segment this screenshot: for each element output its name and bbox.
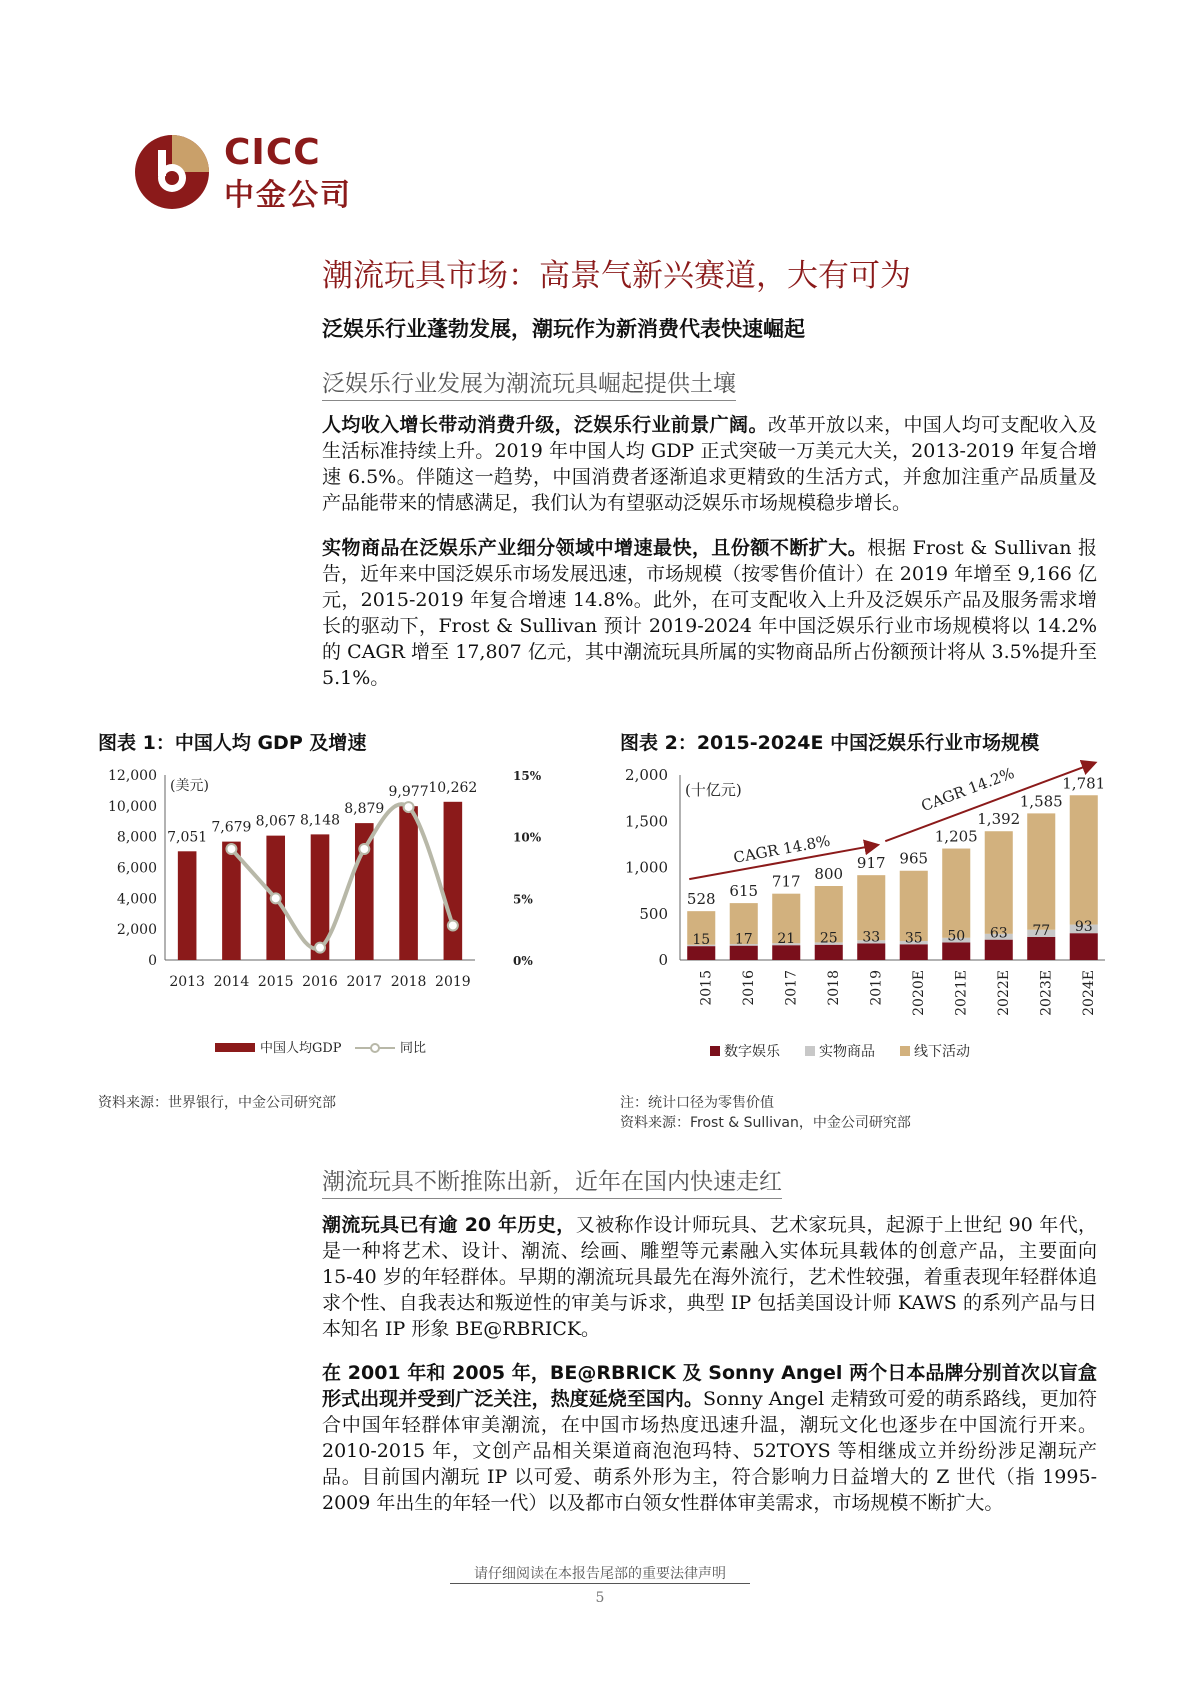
digital-segment [857, 943, 885, 960]
paragraph-2-body: 根据 Frost & Sullivan 报告，近年来中国泛娱乐市场发展迅速，市场规模（按零售价值计）在 2019 年增至 9,166 亿元，2015-2019 年复合增速 14.8%。此外，在可支配收入上升及泛娱乐产品及服务需求增长的驱动下，Frost & Sullivan 预计 2019-2024 年中国泛娱乐行业市场规模将以 14.2%的 CAGR 增至 17,807 亿元，其中潮流玩具所属的实物商品所占份额预计将从 3.5%提升至 5.1%。 [322, 537, 1097, 689]
section1-heading: 泛娱乐行业发展为潮流玩具崛起提供土壤 [322, 365, 736, 401]
paragraph-1-lead: 人均收入增长带动消费升级，泛娱乐行业前景广阔。 [322, 414, 768, 436]
logo-text-cn: 中金公司 [224, 178, 352, 213]
digital-segment [1027, 937, 1055, 960]
offline-segment [1070, 795, 1098, 924]
y-tick-label: 8,000 [116, 829, 157, 846]
figure2-source: 资料来源：Frost & Sullivan，中金公司研究部 [620, 1115, 911, 1131]
y-tick-label: 500 [639, 904, 668, 923]
total-label: 1,392 [977, 810, 1021, 829]
y2-tick-label: 15% [513, 769, 542, 783]
paragraph-3 [322, 1212, 1097, 1342]
goods-label: 35 [904, 930, 923, 947]
paragraph-2 [322, 535, 1097, 691]
y-tick-label: 4,000 [116, 891, 157, 908]
growth-point [315, 943, 325, 953]
x-tick-label: 2019 [435, 974, 471, 990]
x-tick-label: 2017 [783, 970, 800, 1006]
total-label: 1,781 [1062, 774, 1106, 793]
goods-label: 25 [819, 930, 838, 947]
legend-label: 数字娱乐 [724, 1044, 780, 1060]
paragraph-2-lead: 实物商品在泛娱乐产业细分领域中增速最快，且份额不断扩大。 [322, 537, 868, 559]
offline-segment [1027, 813, 1055, 929]
figure1-source: 资料来源：世界银行，中金公司研究部 [98, 1095, 336, 1111]
digital-segment [687, 946, 715, 960]
x-tick-label: 2018 [825, 970, 842, 1006]
paragraph-4 [322, 1360, 1097, 1516]
y2-tick-label: 5% [513, 892, 533, 907]
x-tick-label: 2018 [390, 974, 427, 990]
y-tick-label: 6,000 [116, 860, 157, 877]
x-tick-label: 2015 [698, 970, 715, 1006]
goods-label: 17 [734, 931, 753, 948]
paragraph-1 [322, 412, 1097, 516]
x-tick-label: 2017 [346, 974, 383, 990]
cicc-logo [132, 132, 362, 212]
growth-point [271, 893, 281, 903]
x-tick-label: 2013 [169, 974, 205, 990]
paragraph-4-lead: 在 2001 年和 2005 年，BE@RBRICK 及 Sonny Angel 两个日本品牌分别首次以盲盒形式出现并受到广泛关注，热度延烧至国内。 [322, 1362, 1097, 1410]
x-tick-label: 2022E [995, 970, 1012, 1016]
total-label: 1,585 [1019, 792, 1063, 811]
goods-label: 33 [862, 929, 881, 946]
bar-value-label: 7,679 [211, 819, 252, 836]
y-tick-label: 1,500 [625, 812, 668, 831]
goods-label: 77 [1032, 922, 1051, 939]
x-tick-label: 2023E [1038, 970, 1055, 1016]
paragraph-1-body: 改革开放以来，中国人均可支配收入及生活标准持续上升。2019 年中国人均 GDP 正式突破一万美元大关，2013-2019 年复合增速 6.5%。伴随这一趋势，中国消费者逐渐追求更精致的生活方式，并愈加注重产品质量及产品能带来的情感满足，我们认为有望驱动泛娱乐市场规模稳步增长。 [322, 414, 1097, 514]
cagr-label-1: CAGR 14.8% [732, 831, 832, 867]
legend-swatch [805, 1046, 815, 1056]
goods-label: 50 [947, 928, 966, 945]
bar-value-label: 7,051 [167, 829, 208, 846]
total-label: 917 [856, 854, 886, 873]
bar-value-label: 8,879 [344, 801, 385, 818]
page-number: 5 [595, 1590, 605, 1606]
digital-segment [900, 944, 928, 960]
x-tick-label: 2016 [302, 974, 338, 990]
digital-segment [1070, 933, 1098, 960]
digital-segment [730, 946, 758, 960]
legend-growth-label: 同比 [400, 1041, 427, 1056]
y-tick-label: 0 [148, 953, 157, 969]
growth-point [448, 920, 458, 930]
x-tick-label: 2014 [213, 974, 250, 990]
legend-gdp-label: 中国人均GDP [260, 1041, 342, 1056]
x-tick-label: 2024E [1080, 970, 1097, 1016]
legend-label: 实物商品 [819, 1044, 875, 1060]
legend-growth-marker [371, 1044, 379, 1052]
growth-point [226, 844, 236, 854]
paragraph-3-body: 又被称作设计师玩具、艺术家玩具，起源于上世纪 90 年代，是一种将艺术、设计、潮流、绘画、雕塑等元素融入实体玩具载体的创意产品，主要面向 15-40 岁的年轻群体。早期的潮流玩具最先在海外流行，艺术性较强，着重表现年轻群体追求个性、自我表达和叛逆性的审美与诉求，典型 IP 包括美国设计师 KAWS 的系列产品与日本知名 IP 形象 BE@RBRICK。 [322, 1214, 1098, 1340]
goods-label: 21 [777, 931, 796, 948]
y2-tick-label: 0% [513, 954, 533, 968]
x-tick-label: 2019 [868, 970, 885, 1006]
x-tick-label: 2015 [257, 974, 294, 990]
total-label: 800 [814, 865, 844, 883]
figure2-note: 注：统计口径为零售价值 [620, 1095, 774, 1111]
goods-label: 15 [692, 932, 711, 949]
x-tick-label: 2020E [910, 970, 927, 1016]
growth-point [404, 802, 414, 812]
digital-segment [815, 945, 843, 960]
y2-tick-label: 10% [513, 830, 542, 845]
x-tick-label: 2016 [740, 970, 757, 1006]
logo-text-en: CICC [224, 132, 321, 173]
y-tick-label: 2,000 [625, 766, 668, 784]
figure1-title: 图表 1：中国人均 GDP 及增速 [98, 732, 367, 754]
legend-swatch [710, 1046, 720, 1056]
unit-label: (十亿元) [685, 781, 742, 799]
cicc-logo-icon [132, 132, 212, 212]
paragraph-4-body: Sonny Angel 走精致可爱的萌系路线，更加符合中国年轻群体审美潮流，在中国市场热度迅速升温，潮玩文化也逐步在中国流行开来。2010-2015 年，文创产品相关渠道商泡泡玛特、52TOYS 等相继成立并纷纷涉足潮玩产品。目前国内潮玩 IP 以可爱、萌系外形为主，符合影响力日益增大的 Z 世代（指 1995-2009 年出生的年轻一代）以及都市白领女性群体审美需求，市场规模不断扩大。 [322, 1388, 1097, 1514]
legend-gdp-swatch [215, 1043, 255, 1052]
cagr-label-2: CAGR 14.2% [918, 763, 1017, 816]
y-tick-label: 10,000 [108, 798, 157, 815]
paragraph-3-lead: 潮流玩具已有逾 20 年历史， [322, 1214, 576, 1236]
total-label: 965 [899, 849, 929, 868]
total-label: 717 [771, 872, 801, 891]
page-subtitle: 泛娱乐行业蓬勃发展，潮玩作为新消费代表快速崛起 [322, 317, 805, 341]
y-tick-label: 1,000 [625, 858, 668, 877]
market-size-chart [615, 760, 1115, 1065]
gdp-bar [399, 806, 418, 960]
gdp-bar [178, 851, 197, 960]
digital-segment [942, 942, 970, 960]
gdp-bar [222, 842, 241, 960]
figure2-title: 图表 2：2015-2024E 中国泛娱乐行业市场规模 [620, 732, 1040, 754]
x-tick-label: 2021E [953, 970, 970, 1016]
section2-heading: 潮流玩具不断推陈出新，近年在国内快速走红 [322, 1163, 782, 1199]
offline-segment [942, 849, 970, 938]
growth-point [359, 844, 369, 854]
gdp-bar [444, 802, 463, 960]
bar-value-label: 8,067 [255, 813, 296, 830]
y-tick-label: 0 [658, 951, 668, 969]
page-title: 潮流玩具市场：高景气新兴赛道，大有可为 [322, 258, 911, 294]
bar-value-label: 10,262 [428, 779, 478, 796]
offline-segment [985, 831, 1013, 934]
unit-label: (美元) [170, 778, 209, 794]
digital-segment [985, 940, 1013, 960]
legend-swatch [900, 1046, 910, 1056]
total-label: 1,205 [934, 827, 978, 846]
total-label: 528 [686, 890, 716, 909]
footer-disclaimer: 请仔细阅读在本报告尾部的重要法律声明 [450, 1563, 750, 1584]
y-tick-label: 12,000 [108, 768, 157, 784]
goods-label: 93 [1074, 919, 1093, 936]
bar-value-label: 8,148 [299, 812, 341, 829]
legend-label: 线下活动 [914, 1044, 970, 1060]
digital-segment [772, 945, 800, 960]
gdp-chart [95, 760, 575, 1080]
total-label: 615 [729, 882, 759, 901]
bar-value-label: 9,977 [388, 784, 429, 801]
y-tick-label: 2,000 [116, 922, 157, 939]
goods-label: 63 [989, 925, 1008, 942]
